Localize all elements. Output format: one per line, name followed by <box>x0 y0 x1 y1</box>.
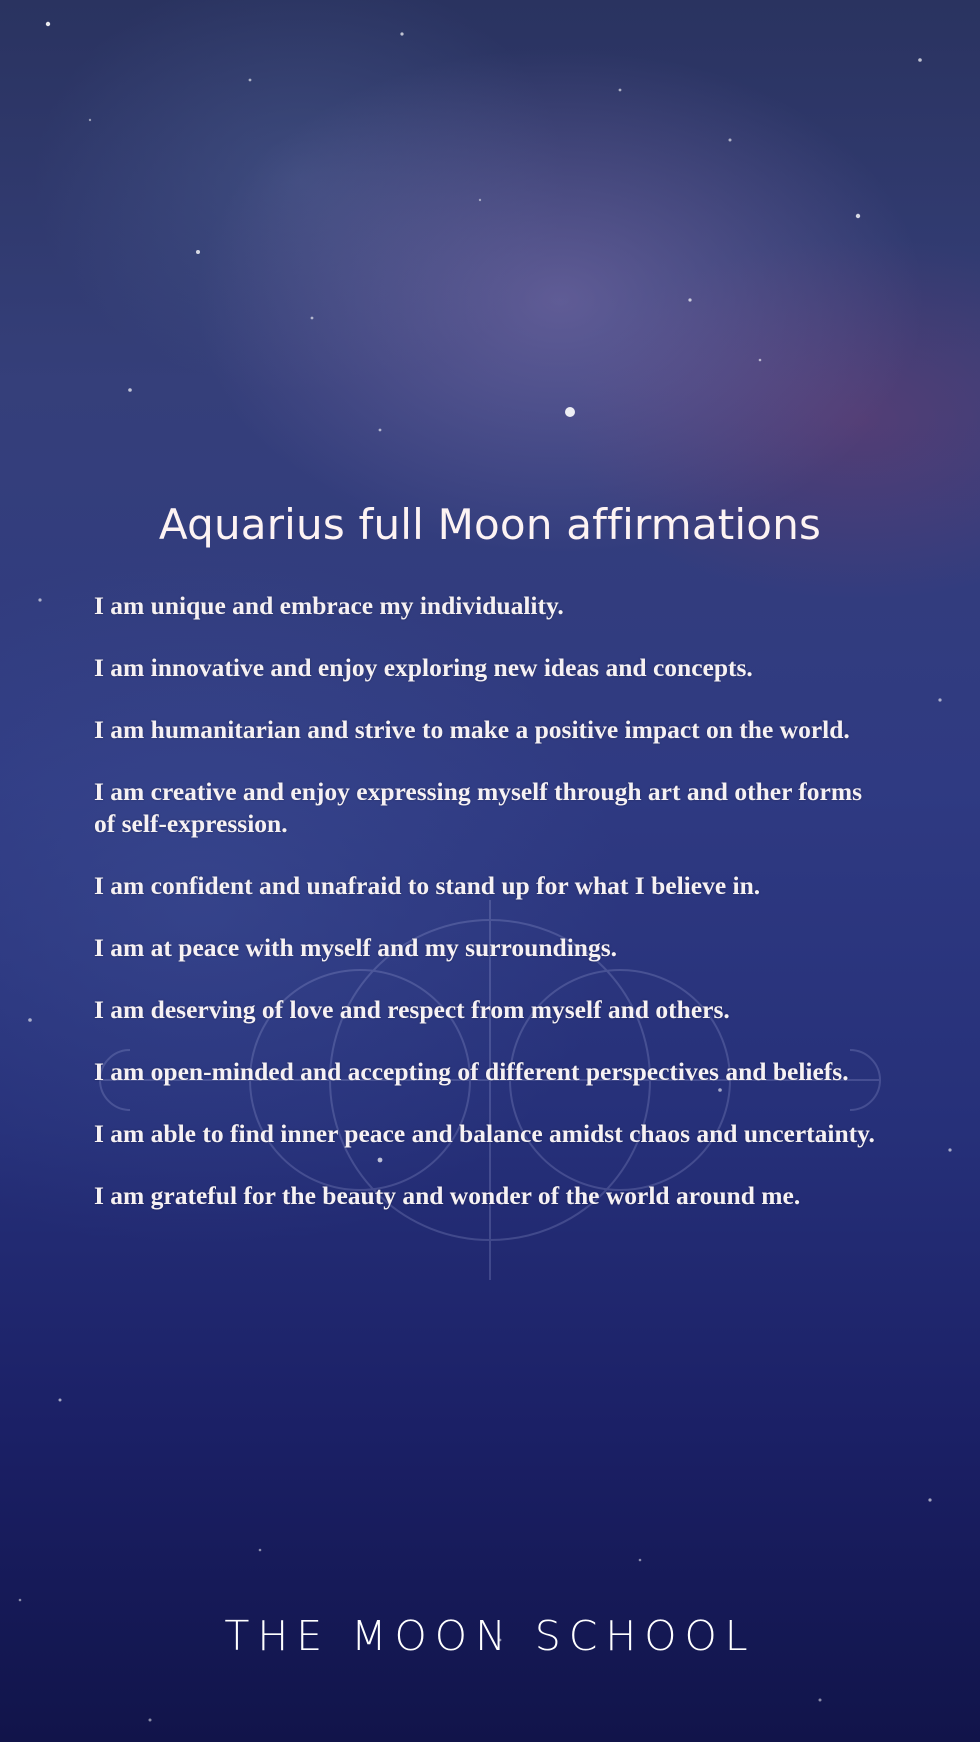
brand-wordmark: THE MOON SCHOOL <box>224 1612 756 1660</box>
affirmation-item: I am confident and unafraid to stand up for what I believe in. <box>94 871 761 900</box>
affirmation-item: I am grateful for the beauty and wonder of the world around me. <box>94 1181 801 1210</box>
affirmation-item: I am innovative and enjoy exploring new ideas and concepts. <box>94 653 753 682</box>
affirmation-item: I am open-minded and accepting of different perspectives and beliefs. <box>94 1057 849 1086</box>
affirmation-item: I am deserving of love and respect from myself and others. <box>94 995 730 1024</box>
poster-title: Aquarius full Moon affirmations <box>158 500 822 549</box>
affirmation-item: I am unique and embrace my individuality. <box>94 591 564 620</box>
affirmation-item: I am creative and enjoy expressing myself through art and other forms of self-expression. <box>94 777 863 838</box>
affirmation-item: I am at peace with myself and my surroundings. <box>94 933 618 962</box>
affirmation-item: I am able to find inner peace and balance amidst chaos and uncertainty. <box>94 1119 875 1148</box>
affirmation-item: I am humanitarian and strive to make a positive impact on the world. <box>94 715 850 744</box>
affirmations-list <box>94 590 884 1242</box>
